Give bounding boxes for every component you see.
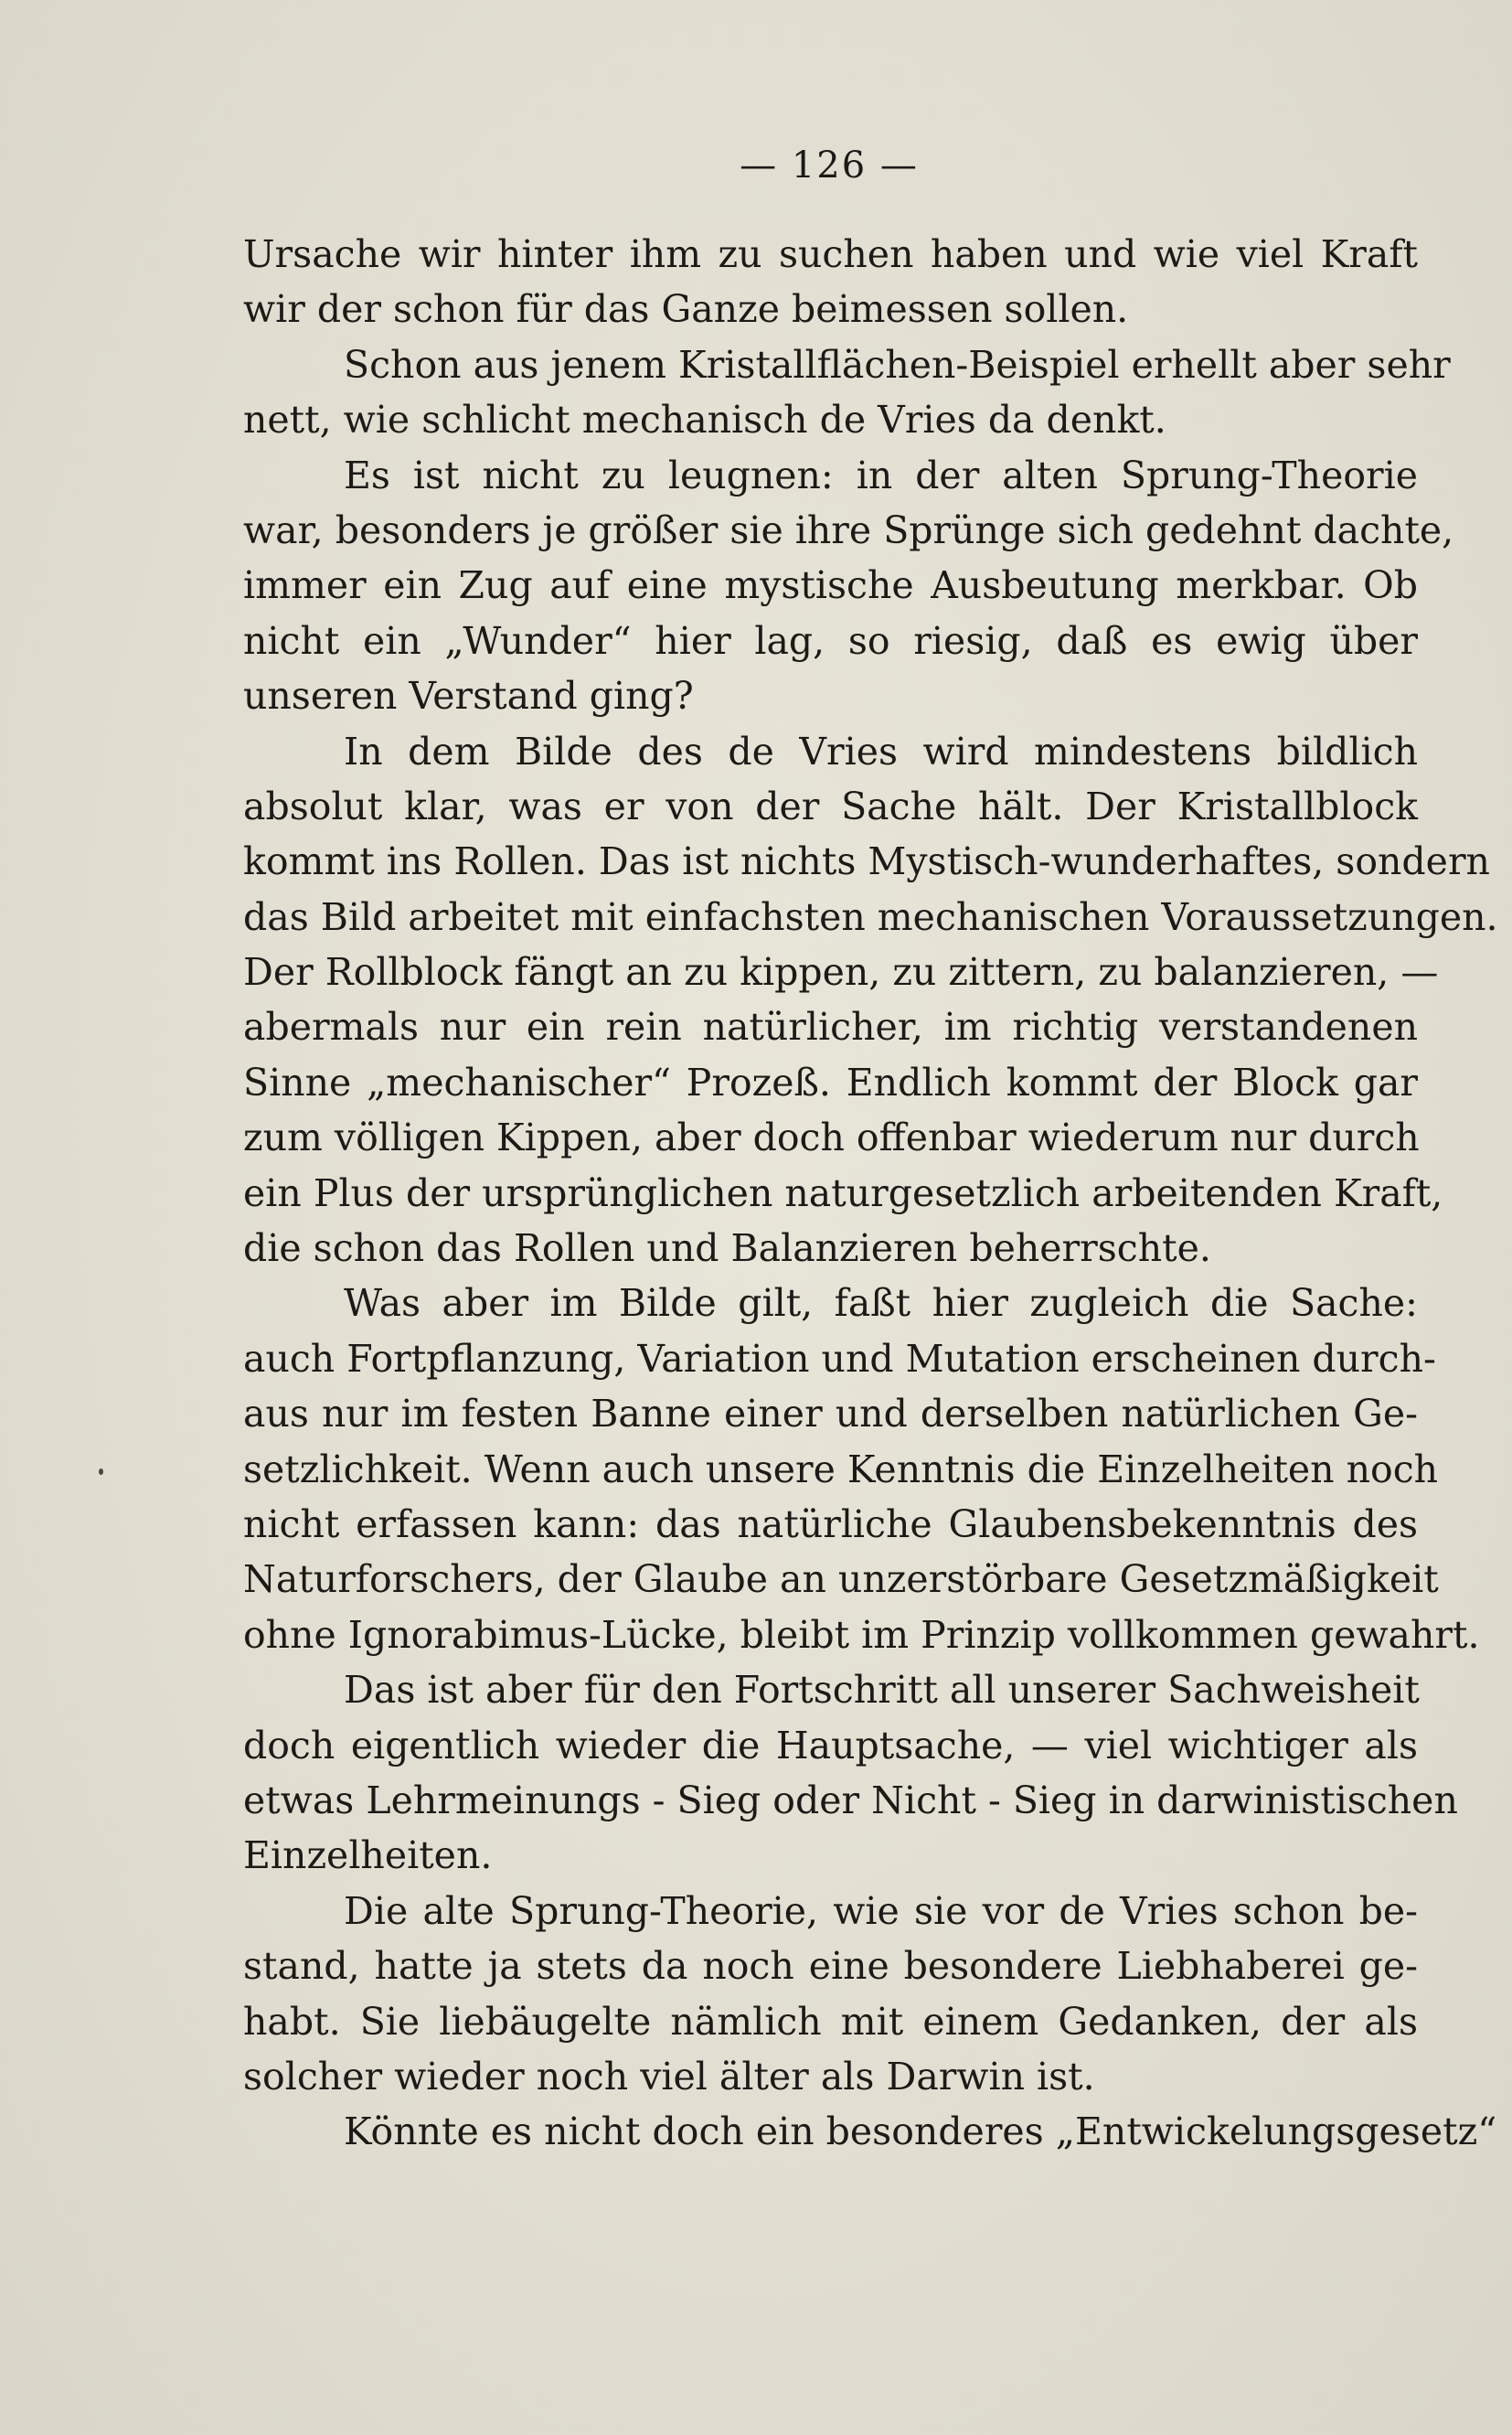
text-line: In dem Bilde des de Vries wird mindestens bildlich (344, 729, 1418, 774)
body-text (243, 227, 1498, 2160)
text-line: solcher wieder noch viel älter als Darwin ist. (243, 2054, 1095, 2099)
text-line: Was aber im Bilde gilt, faßt hier zugleich die Sache: (344, 1281, 1418, 1326)
text-line: Schon aus jenem Kristallflächen-Beispiel erhellt aber sehr (344, 342, 1451, 387)
text-line: nicht ein „Wunder“ hier lag, so riesig, daß es ewig über (243, 618, 1418, 663)
paper-speck (99, 1468, 103, 1475)
text-line: nett, wie schlicht mechanisch de Vries da denkt. (243, 398, 1166, 443)
text-line: zum völligen Kippen, aber doch offenbar wiederum nur durch (243, 1116, 1420, 1160)
text-line: doch eigentlich wieder die Hauptsache, — viel wichtiger als (243, 1723, 1418, 1768)
text-line: Könnte es nicht doch ein besonderes „Entwickelungsgesetz“ (344, 2109, 1497, 2154)
text-line: wir der schon für das Ganze beimessen sollen. (243, 287, 1129, 332)
text-line: etwas Lehrmeinungs - Sieg oder Nicht - Sieg in darwinistischen (243, 1778, 1458, 1822)
text-line: auch Fortpflanzung, Variation und Mutation erscheinen durch- (243, 1336, 1436, 1381)
text-line: unseren Verstand ging? (243, 674, 694, 719)
text-line: war, besonders je größer sie ihre Sprünge sich gedehnt dachte, (243, 507, 1454, 552)
text-line: Das ist aber für den Fortschritt all unserer Sachweisheit (344, 1668, 1420, 1713)
text-line: Sinne „mechanischer“ Prozeß. Endlich kommt der Block gar (243, 1060, 1418, 1105)
text-line: Es ist nicht zu leugnen: in der alten Sprung-Theorie (344, 453, 1418, 497)
text-line: kommt ins Rollen. Das ist nichts Mystisch-wunderhaftes, sondern (243, 839, 1490, 884)
text-line: das Bild arbeitet mit einfachsten mechanischen Voraussetzungen. (243, 894, 1498, 939)
text-line: Der Rollblock fängt an zu kippen, zu zittern, zu balanzieren, — (243, 950, 1439, 995)
text-line: absolut klar, was er von der Sache hält. Der Kristallblock (243, 784, 1418, 828)
text-line: Einzelheiten. (243, 1833, 493, 1878)
text-line: Naturforschers, der Glaube an unzerstörbare Gesetzmäßigkeit (243, 1557, 1439, 1602)
text-line: nicht erfassen kann: das natürliche Glaubensbekenntnis des (243, 1501, 1418, 1546)
text-line: aus nur im festen Banne einer und derselben natürlichen Ge- (243, 1392, 1418, 1436)
text-line: ein Plus der ursprünglichen naturgesetzlich arbeitenden Kraft, (243, 1170, 1443, 1215)
text-line: Die alte Sprung-Theorie, wie sie vor de Vries schon be- (344, 1888, 1418, 1933)
text-line: abermals nur ein rein natürlicher, im richtig verstandenen (243, 1005, 1418, 1050)
text-line: stand, hatte ja stets da noch eine besondere Liebhaberei ge- (243, 1944, 1418, 1989)
page-number: — 126 — (740, 144, 919, 187)
text-line: immer ein Zug auf eine mystische Ausbeutung merkbar. Ob (243, 563, 1418, 608)
text-line: die schon das Rollen und Balanzieren beherrschte. (243, 1226, 1211, 1271)
text-line: habt. Sie liebäugelte nämlich mit einem Gedanken, der als (243, 1999, 1418, 2044)
text-line: ohne Ignorabimus-Lücke, bleibt im Prinzip vollkommen gewahrt. (243, 1612, 1480, 1657)
text-line: setzlichkeit. Wenn auch unsere Kenntnis die Einzelheiten noch (243, 1447, 1439, 1491)
text-line: Ursache wir hinter ihm zu suchen haben und wie viel Kraft (243, 232, 1418, 276)
